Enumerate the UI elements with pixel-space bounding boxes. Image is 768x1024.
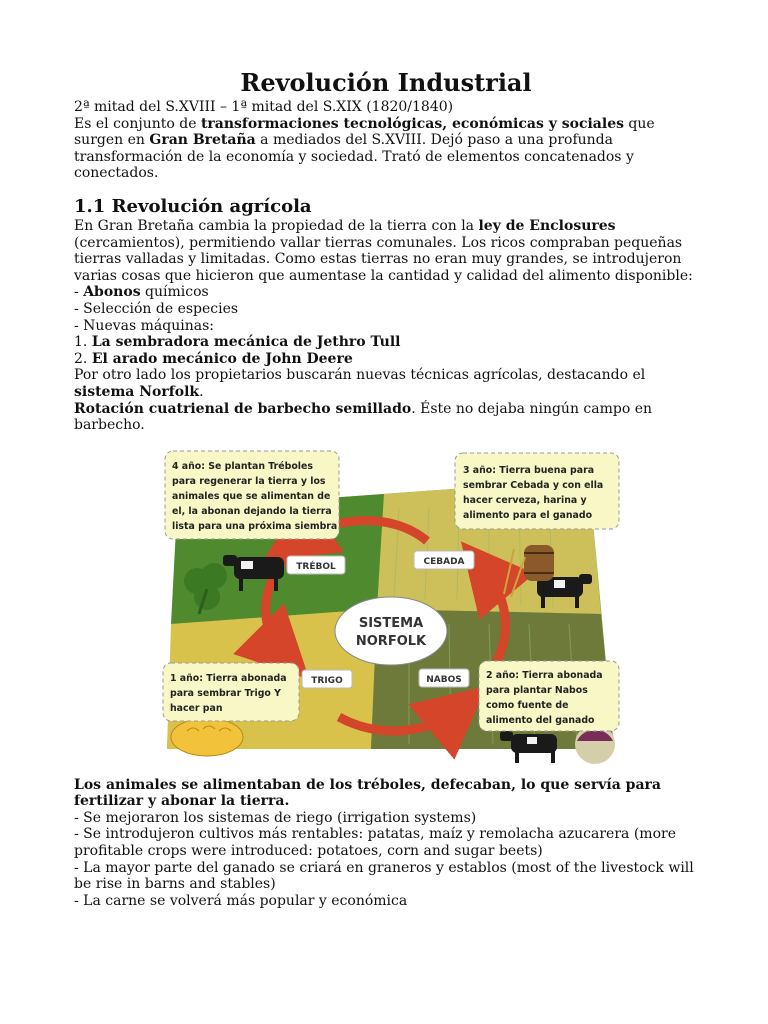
bread-icon xyxy=(171,718,243,756)
callout-year-2-line-2: para plantar Nabos xyxy=(486,684,588,696)
bullet-carne: - La carne se volverá más popular y económica xyxy=(74,892,408,909)
norfolk-diagram-svg xyxy=(159,449,629,767)
list-item-abonos xyxy=(74,284,698,301)
norfolk-text-e: . Éste no dejaba ningún campo en barbecho. xyxy=(74,400,653,434)
callout-year-4-line-2: para regenerar la tierra y los xyxy=(172,475,326,487)
animals-bold: Los animales se alimentaban de los tréboles, defecaban, lo que servía para fertilizar y abonar la tierra. xyxy=(74,776,661,810)
tag-trebol-label: TRÉBOL xyxy=(296,561,336,572)
norfolk-diagram xyxy=(159,449,629,767)
norfolk-bold-rotacion: Rotación cuatrienal de barbecho semillado xyxy=(74,400,412,417)
callout-year-1-line-1: 1 año: Tierra abonada xyxy=(170,672,287,684)
machine-item-1 xyxy=(74,334,698,351)
enclosures-bold: ley de Enclosures xyxy=(478,217,616,234)
norfolk-text-a: Por otro lado los propietarios buscarán nuevas técnicas agrícolas, destacando el xyxy=(74,367,646,384)
callout-year-4-line-3: animales que se alimentan de xyxy=(172,490,331,502)
list-dash: - xyxy=(74,284,84,301)
bullet-riego: - Se mejoraron los sistemas de riego (irrigation systems) xyxy=(74,809,477,826)
callout-year-4-line-4: el, la abonan dejando la tierra xyxy=(172,505,332,517)
intro-dates: 2ª mitad del S.XVIII – 1ª mitad del S.XIX (1820/1840) xyxy=(74,99,454,115)
bullet-ganado: - La mayor parte del ganado se criará en graneros y establos (most of the livestock will be rise in barns and stables) xyxy=(74,859,694,893)
machine-number-1: 1. xyxy=(74,334,92,351)
callout-year-3-line-3: hacer cerveza, harina y xyxy=(463,494,587,506)
callout-year-3-line-4: alimento para el ganado xyxy=(463,509,593,521)
list-item-seleccion: - Selección de especies xyxy=(74,300,239,317)
machine-name-1: La sembradora mecánica de Jethro Tull xyxy=(91,334,401,351)
intro-bold-gran-bretana: Gran Bretaña xyxy=(149,132,256,149)
document-page xyxy=(74,68,698,909)
callout-year-3-line-2: sembrar Cebada y con ella xyxy=(463,479,604,491)
tag-trigo-label: TRIGO xyxy=(311,675,343,686)
machine-name-2: El arado mecánico de John Deere xyxy=(91,350,353,367)
norfolk-paragraph xyxy=(74,367,698,433)
norfolk-bold-sistema: sistema Norfolk xyxy=(74,383,200,400)
bullet-cultivos: - Se introdujeron cultivos más rentables: patatas, maíz y remolacha azucarera (more profitable crops were introduced: potatoes, corn and sugar beets) xyxy=(74,826,676,860)
section-heading-agricultural: 1.1 Revolución agrícola xyxy=(74,195,312,217)
animals-paragraph xyxy=(74,777,698,810)
machine-item-2 xyxy=(74,351,698,368)
intro-paragraph xyxy=(74,116,698,182)
tag-cebada-label: CEBADA xyxy=(423,556,465,567)
norfolk-text-c: . xyxy=(199,383,204,400)
callout-year-2-line-3: como fuente de xyxy=(486,699,569,711)
intro-text-c: que surgen en xyxy=(74,115,655,149)
tag-nabos-label: NABOS xyxy=(426,674,462,685)
callout-year-1-line-3: hacer pan xyxy=(170,702,223,714)
enclosures-text-c: (cercamientos), permitiendo vallar tierras comunales. Los ricos compraban pequeñas tierras valladas y limitadas. Como estas tierras no eran muy grandes, se introdujeron varias cosas que hicieron que aumentase la cantidad y calidad del alimento disponible: xyxy=(74,234,693,284)
list-item-maquinas: - Nuevas máquinas: xyxy=(74,317,214,334)
intro-text-a: Es el conjunto de xyxy=(74,115,201,132)
list-text-quimicos: químicos xyxy=(140,284,209,301)
enclosures-paragraph xyxy=(74,218,698,284)
callout-year-1-line-2: para sembrar Trigo Y xyxy=(170,687,281,699)
machine-number-2: 2. xyxy=(74,350,92,367)
list-bold-abonos: Abonos xyxy=(83,284,141,301)
callout-year-2-line-1: 2 año: Tierra abonada xyxy=(486,669,603,681)
center-label-1: SISTEMA xyxy=(358,615,424,631)
center-ellipse xyxy=(335,597,447,665)
callout-year-4-line-5: lista para una próxima siembra xyxy=(172,520,338,532)
center-label-2: NORFOLK xyxy=(355,633,427,649)
intro-bold-transformations: transformaciones tecnológicas, económicas y sociales xyxy=(200,115,624,132)
intro-text-e: a mediados del S.XVIII. Dejó paso a una profunda transformación de la economía y sociedad. Trató de elementos concatenados y conectados. xyxy=(74,132,634,182)
document-title: Revolución Industrial xyxy=(240,68,532,97)
callout-year-3-line-1: 3 año: Tierra buena para xyxy=(463,464,595,476)
barrel-icon xyxy=(524,545,554,581)
callout-year-4-line-1: 4 año: Se plantan Tréboles xyxy=(172,460,313,472)
callout-year-2-line-4: alimento del ganado xyxy=(486,714,595,726)
enclosures-text-a: En Gran Bretaña cambia la propiedad de la tierra con la xyxy=(74,217,479,234)
